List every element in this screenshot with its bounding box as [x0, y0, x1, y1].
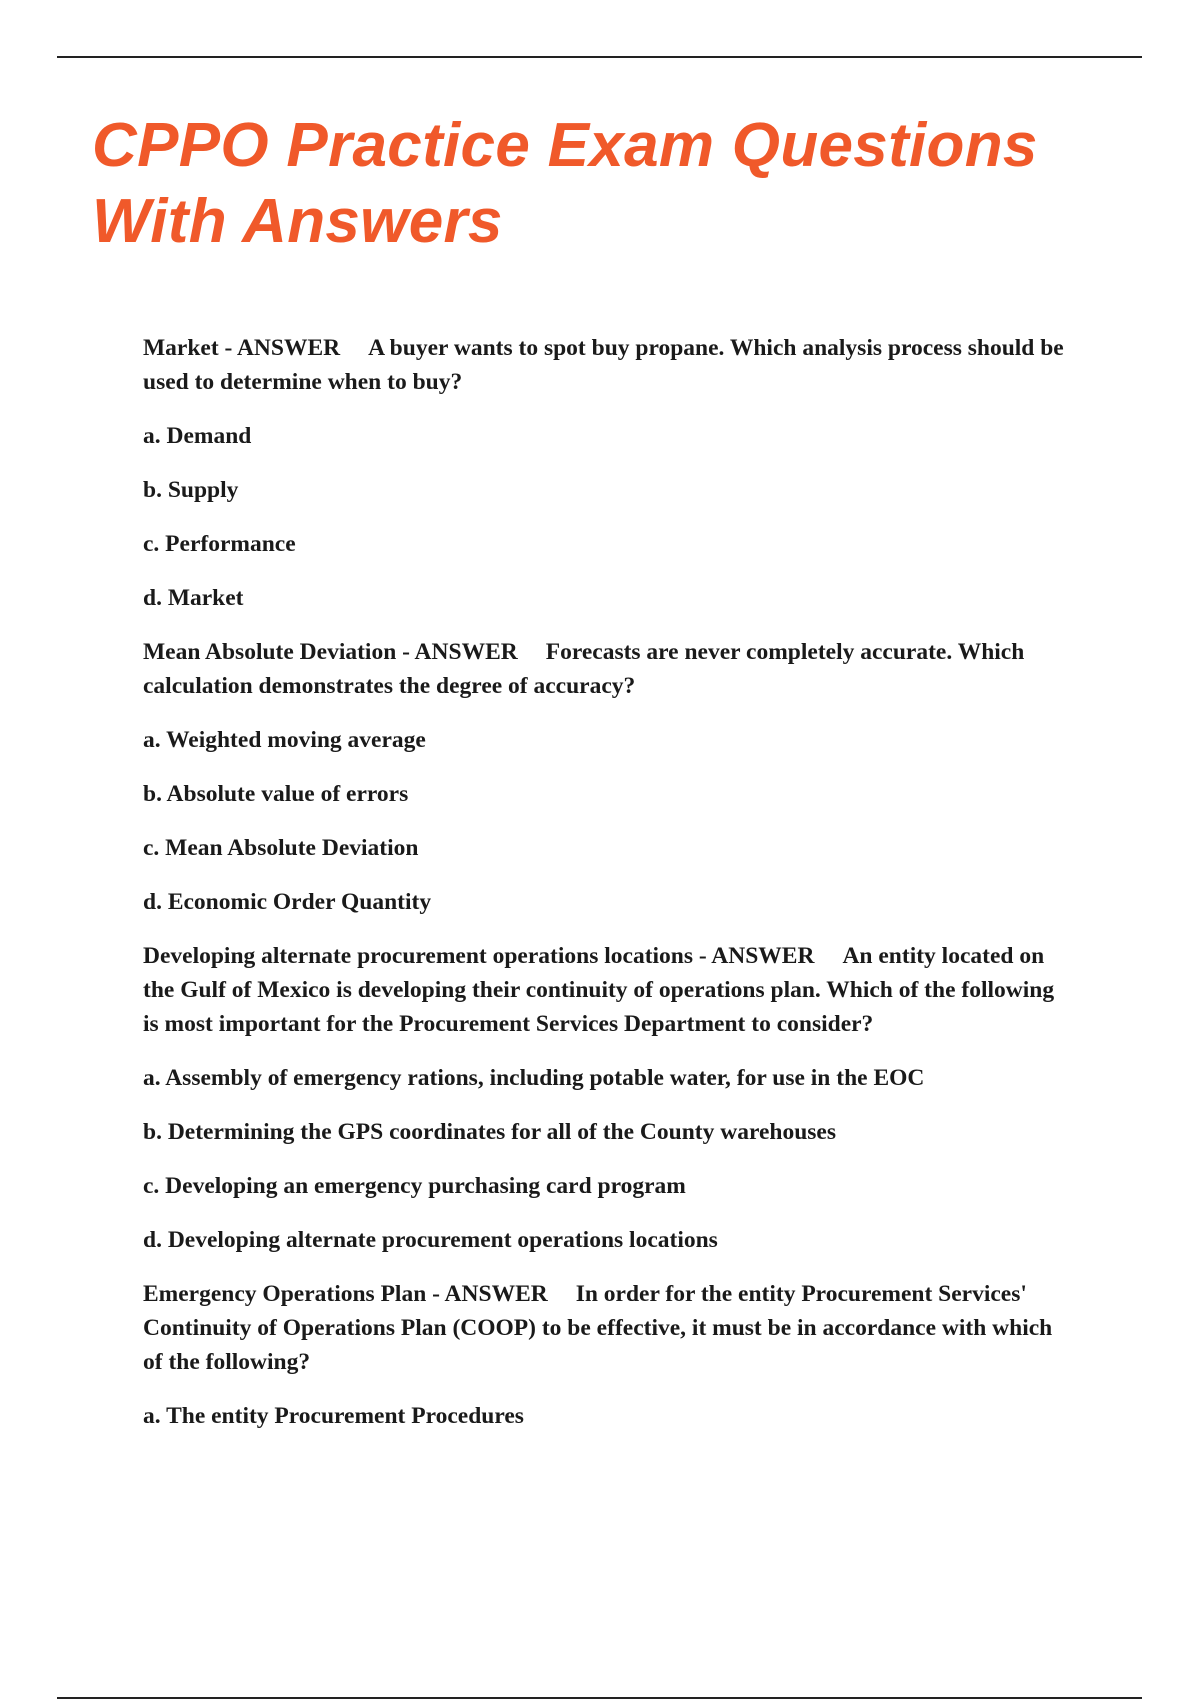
- answer-option: b. Supply: [143, 477, 239, 503]
- question-text: [143, 635, 1073, 703]
- title-line-1: CPPO Practice Exam Questions: [92, 111, 1038, 180]
- answer-option: d. Developing alternate procurement operations locations: [143, 1227, 718, 1253]
- question-block: [143, 939, 1073, 1257]
- title-line-2: With Answers: [92, 187, 503, 256]
- answer-option: b. Determining the GPS coordinates for all of the County warehouses: [143, 1119, 837, 1145]
- question-prompt: A buyer wants to spot buy propane. Which analysis process should be used to determine when to buy?: [143, 335, 1064, 395]
- top-divider: [57, 56, 1142, 58]
- answer-option: a. Weighted moving average: [143, 727, 426, 753]
- answer-label: Emergency Operations Plan - ANSWER: [143, 1281, 548, 1307]
- answer-label: Developing alternate procurement operations locations - ANSWER: [143, 943, 815, 969]
- answer-option: c. Mean Absolute Deviation: [143, 835, 419, 861]
- question-prompt: Forecasts are never completely accurate. Which calculation demonstrates the degree of accuracy?: [143, 639, 1025, 699]
- question-block: [143, 331, 1073, 615]
- question-prompt: An entity located on the Gulf of Mexico is developing their continuity of operations plan. Which of the following is most important for the Procurement Services Department to consider?: [143, 943, 1055, 1037]
- answer-option: c. Performance: [143, 531, 296, 557]
- answer-option: c. Developing an emergency purchasing card program: [143, 1173, 686, 1199]
- answer-option: a. Assembly of emergency rations, including potable water, for use in the EOC: [143, 1065, 925, 1091]
- question-text: [143, 1277, 1073, 1379]
- answer-label: Market - ANSWER: [143, 335, 341, 361]
- answer-option: a. The entity Procurement Procedures: [143, 1403, 524, 1429]
- question-prompt: In order for the entity Procurement Services' Continuity of Operations Plan (COOP) to be effective, it must be in accordance with which of the following?: [143, 1281, 1053, 1375]
- answer-option: b. Absolute value of errors: [143, 781, 409, 807]
- question-block: [143, 1277, 1073, 1433]
- question-block: [143, 635, 1073, 919]
- document-title: [92, 108, 1132, 260]
- answer-option: d. Market: [143, 585, 244, 611]
- answer-label: Mean Absolute Deviation - ANSWER: [143, 639, 518, 665]
- question-text: [143, 939, 1073, 1041]
- answer-option: a. Demand: [143, 423, 252, 449]
- question-text: [143, 331, 1073, 399]
- question-list: [143, 331, 1073, 1453]
- answer-option: d. Economic Order Quantity: [143, 889, 432, 915]
- bottom-divider: [57, 1697, 1142, 1699]
